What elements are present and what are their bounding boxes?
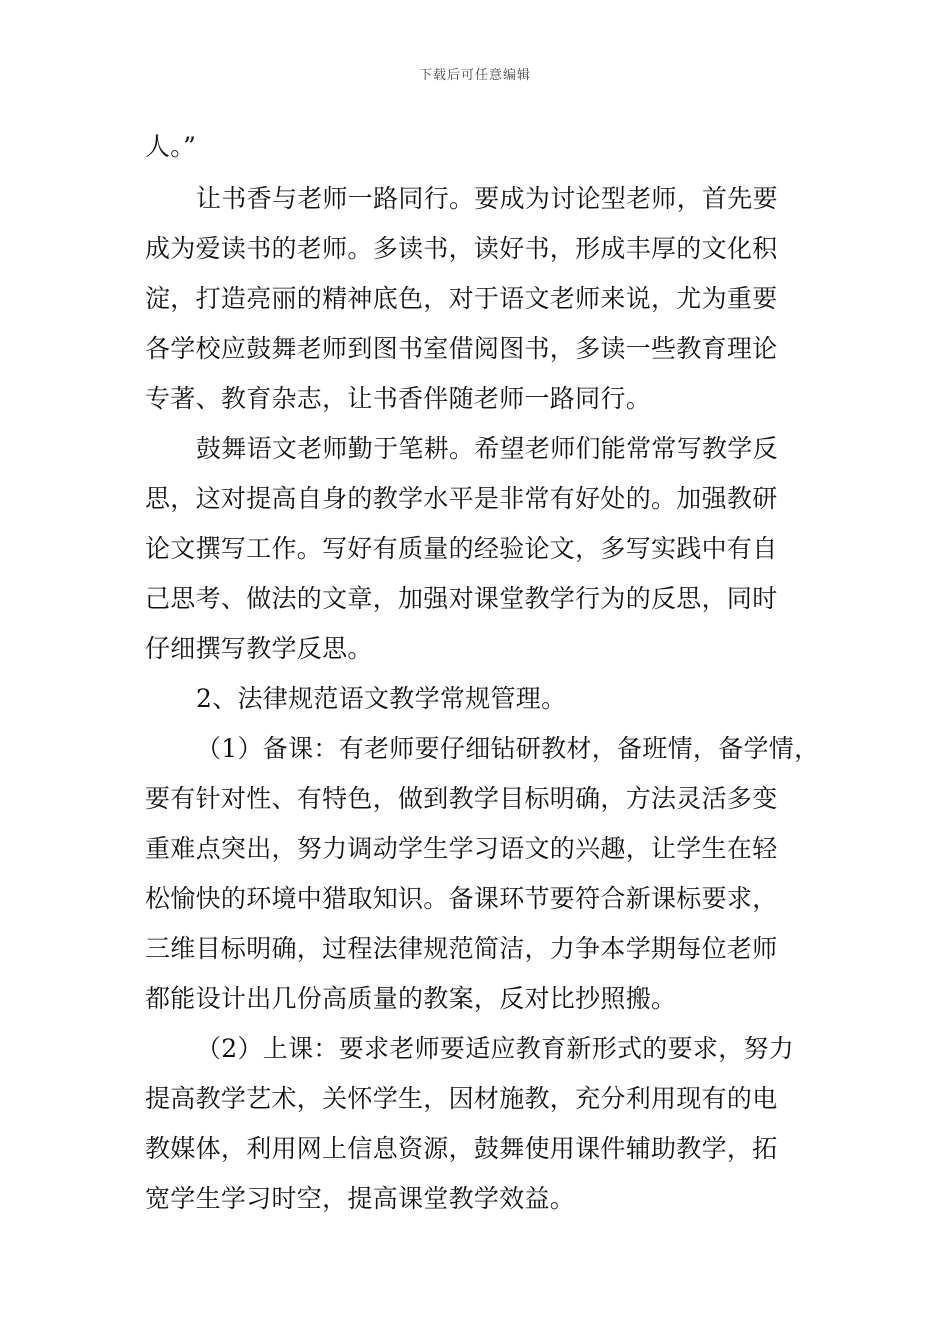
text-line: 鼓舞语文老师勤于笔耕。希望老师们能常常写教学反	[196, 434, 778, 463]
text-line: 人。”	[145, 132, 197, 161]
text-line: 都能设计出几份高质量的教案，反对比抄照搬。	[145, 984, 677, 1013]
section-heading: 2、法律规范语文教学常规管理。	[196, 684, 567, 713]
text-line: 成为爱读书的老师。多读书，读好书，形成丰厚的文化积	[145, 234, 778, 263]
text-line: 论文撰写工作。写好有质量的经验论文，多写实践中有自	[145, 534, 778, 563]
text-line: 重难点突出，努力调动学生学习语文的兴趣，让学生在轻	[145, 834, 778, 863]
text-line: 己思考、做法的文章，加强对课堂教学行为的反思，同时	[145, 584, 778, 613]
text-line: （1）备课：有老师要仔细钻研教材，备班情，备学情，	[196, 734, 820, 763]
text-line: 松愉快的环境中猎取知识。备课环节要符合新课标要求，	[145, 884, 778, 913]
text-line: 提高教学艺术，关怀学生，因材施教，充分利用现有的电	[145, 1084, 778, 1113]
text-line: 教媒体，利用网上信息资源，鼓舞使用课件辅助教学，拓	[145, 1134, 778, 1163]
text-line: （2）上课：要求老师要适应教育新形式的要求，努力	[196, 1034, 795, 1063]
text-line: 三维目标明确，过程法律规范简洁，力争本学期每位老师	[145, 934, 778, 963]
text-line: 要有针对性、有特色，做到教学目标明确，方法灵活多变	[145, 784, 778, 813]
text-line: 宽学生学习时空，提高课堂教学效益。	[145, 1184, 576, 1213]
page-header: 下载后可任意编辑	[418, 68, 531, 83]
text-line: 让书香与老师一路同行。要成为讨论型老师，首先要	[196, 184, 778, 213]
text-line: 专著、教育杂志，让书香伴随老师一路同行。	[145, 384, 652, 413]
text-line: 淀，打造亮丽的精神底色，对于语文老师来说，尤为重要	[145, 284, 778, 313]
text-line: 思，这对提高自身的教学水平是非常有好处的。加强教研	[145, 484, 778, 513]
text-line: 各学校应鼓舞老师到图书室借阅图书，多读一些教育理论	[145, 334, 778, 363]
text-line: 仔细撰写教学反思。	[145, 634, 373, 663]
